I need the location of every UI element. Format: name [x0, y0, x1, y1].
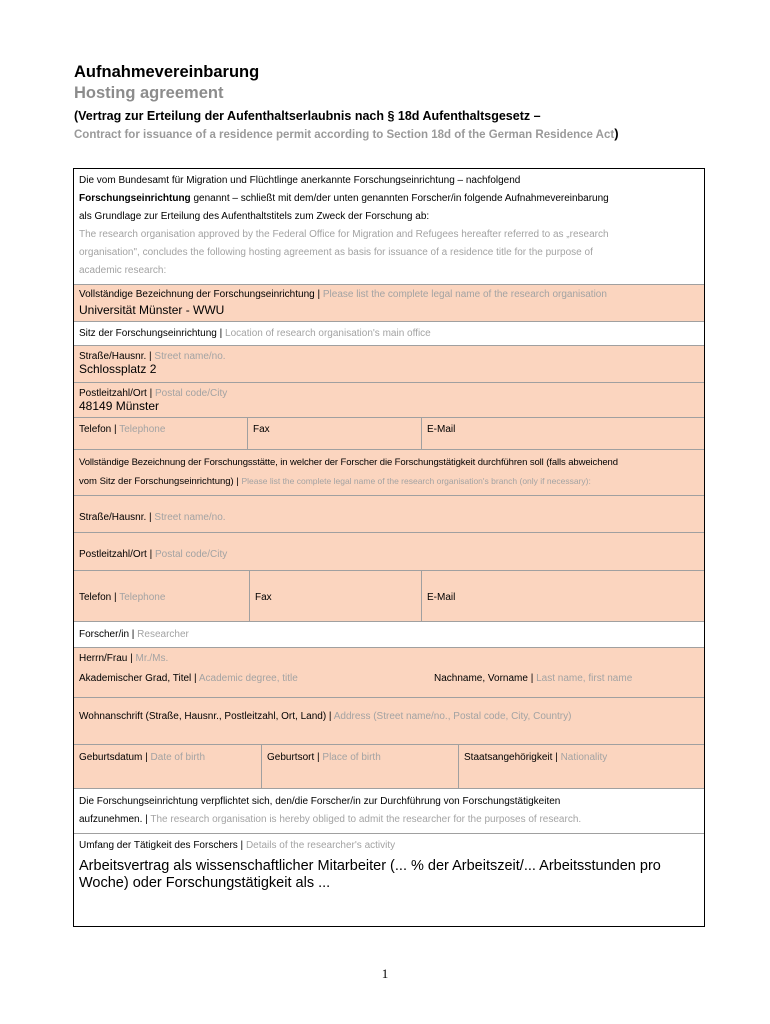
branch-contact-row	[74, 571, 704, 622]
subtitle-de: (Vertrag zur Erteilung der Aufenthaltserlaubnis nach § 18d Aufenthaltsgesetz –	[74, 109, 541, 123]
org-phone-field[interactable]: Telefon | Telephone	[79, 424, 166, 435]
branch-name-field[interactable]: Vollständige Bezeichnung der Forschungsstätte, in welcher der Forscher die Forschungstätigkeit durchführen soll (falls abweichend vom Sitz der Forschungseinrichtung) | Please list the complete legal name of the research organisation's branch (only if necessary):	[74, 450, 704, 496]
birth-nationality-row	[74, 745, 704, 789]
branch-phone-field[interactable]: Telefon | Telephone	[79, 592, 166, 603]
activity-value: Arbeitsvertrag als wissenschaftlicher Mitarbeiter (... % der Arbeitszeit/... Arbeitsstunden pro Woche) oder Forschungstätigkeit als ...	[79, 858, 661, 891]
researcher-name-block	[74, 648, 704, 698]
org-street-field[interactable]: Straße/Hausnr. | Street name/no. Schlossplatz 2	[74, 346, 704, 383]
obligation-statement: Die Forschungseinrichtung verpflichtet sich, den/die Forscher/in zur Durchführung von Forschungstätigkeiten aufzunehmen. | The research organisation is hereby obliged to admit the researcher for the purposes of research.	[74, 789, 704, 834]
salutation-field[interactable]: Herrn/Frau | Mr./Ms.	[79, 653, 169, 664]
org-name-field[interactable]: Vollständige Bezeichnung der Forschungseinrichtung | Please list the complete legal name of the research organisation Universität Münster - WWU	[74, 285, 704, 322]
org-contact-row	[74, 418, 704, 450]
org-seat-heading: Sitz der Forschungseinrichtung | Location of research organisation's main office	[74, 322, 704, 346]
branch-postal-field[interactable]: Postleitzahl/Ort | Postal code/City	[74, 533, 704, 571]
document-header	[74, 62, 714, 144]
org-name-value: Universität Münster - WWU	[79, 303, 225, 317]
org-postal-value: 48149 Münster	[79, 399, 160, 413]
org-fax-field[interactable]: Fax	[247, 418, 421, 449]
org-postal-field[interactable]: Postleitzahl/Ort | Postal code/City 48149 Münster	[74, 383, 704, 418]
subtitle-en: Contract for issuance of a residence permit according to Section 18d of the German Residence Act)	[74, 126, 619, 141]
title-de: Aufnahmevereinbarung	[74, 63, 260, 81]
hosting-agreement-form	[73, 168, 705, 927]
title-en: Hosting agreement	[74, 84, 224, 102]
org-street-value: Schlossplatz 2	[79, 362, 157, 376]
degree-field[interactable]: Akademischer Grad, Titel | Academic degree, title	[79, 673, 298, 684]
date-of-birth-field[interactable]: Geburtsdatum | Date of birth	[79, 752, 206, 763]
branch-email-field[interactable]: E-Mail	[421, 571, 704, 621]
activity-field[interactable]: Umfang der Tätigkeit des Forschers | Details of the researcher's activity Arbeitsvertrag als wissenschaftlicher Mitarbeiter (... % der Arbeitszeit/... Arbeitsstunden pro Woche) oder Forschungstätigkeit als ...	[74, 834, 704, 926]
branch-street-field[interactable]: Straße/Hausnr. | Street name/no.	[74, 496, 704, 533]
nationality-field[interactable]: Staatsangehörigkeit | Nationality	[458, 745, 704, 788]
address-field[interactable]: Wohnanschrift (Straße, Hausnr., Postleitzahl, Ort, Land) | Address (Street name/no., Postal code, City, Country)	[74, 698, 704, 745]
org-email-field[interactable]: E-Mail	[421, 418, 704, 449]
branch-fax-field[interactable]: Fax	[249, 571, 421, 621]
page-number: 1	[381, 966, 389, 981]
place-of-birth-field[interactable]: Geburtsort | Place of birth	[261, 745, 458, 788]
full-name-field[interactable]: Nachname, Vorname | Last name, first name	[434, 673, 633, 684]
intro-section: Die vom Bundesamt für Migration und Flüchtlinge anerkannte Forschungseinrichtung – nachfolgend Forschungseinrichtung genannt – schließt mit dem/der unten genannten Forscher/in folgende Aufnahmevereinbarung als Grundlage zur Erteilung des Aufenthaltstitels zum Zweck der Forschung ab: The research organisation approved by the Federal Office for Migration and Refugees hereafter referred to as „research organisation", concludes the following hosting agreement as basis for issuance of a residence title for the purpose of academic research:	[74, 169, 704, 285]
researcher-heading: Forscher/in | Researcher	[74, 622, 704, 648]
